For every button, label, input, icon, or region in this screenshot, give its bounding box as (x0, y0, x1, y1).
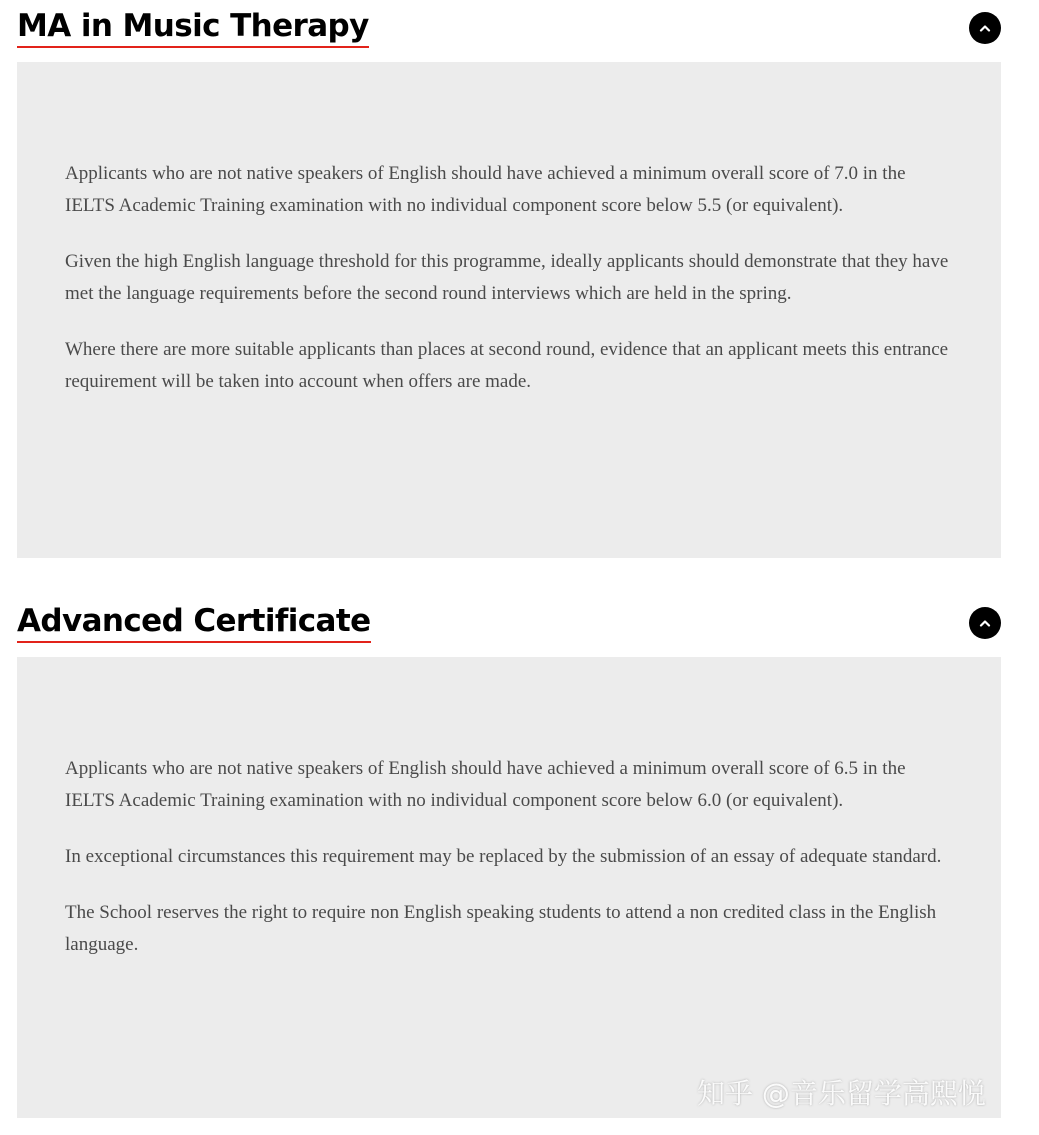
panel-paragraph: Applicants who are not native speakers of English should have achieved a minimum overall score of 7.0 in the IELTS Academic Training examination with no individual component score below 5.5 (or equivalent). (65, 163, 906, 216)
panel-paragraph: In exceptional circumstances this requirement may be replaced by the submission of an essay of adequate standard. (65, 846, 942, 867)
accordion-header[interactable] (17, 595, 1001, 657)
panel-paragraph: Where there are more suitable applicants than places at second round, evidence that an applicant meets this entrance requirement will be taken into account when offers are made. (65, 339, 949, 392)
accordion-panel (17, 657, 1001, 1118)
collapse-toggle-button[interactable] (969, 607, 1001, 639)
accordion-header[interactable] (17, 0, 1001, 62)
accordion-panel (17, 62, 1001, 558)
chevron-up-icon (979, 619, 991, 627)
section-title: Advanced Certificate (17, 601, 371, 643)
panel-paragraph: Given the high English language threshold for this programme, ideally applicants should demonstrate that they have met the language requirements before the second round interviews which are held in the spring. (65, 251, 949, 304)
watermark: 知乎 @音乐留学高熙悦 (697, 1077, 986, 1110)
accordion-section-ma-music-therapy (17, 0, 1001, 558)
section-title: MA in Music Therapy (17, 6, 369, 48)
accordion-section-advanced-certificate (17, 595, 1001, 1118)
panel-paragraph: The School reserves the right to require non English speaking students to attend a non credited class in the English language. (65, 902, 937, 955)
collapse-toggle-button[interactable] (969, 12, 1001, 44)
panel-paragraph: Applicants who are not native speakers of English should have achieved a minimum overall score of 6.5 in the IELTS Academic Training examination with no individual component score below 6.0 (or equivalent). (65, 758, 906, 811)
chevron-up-icon (979, 24, 991, 32)
